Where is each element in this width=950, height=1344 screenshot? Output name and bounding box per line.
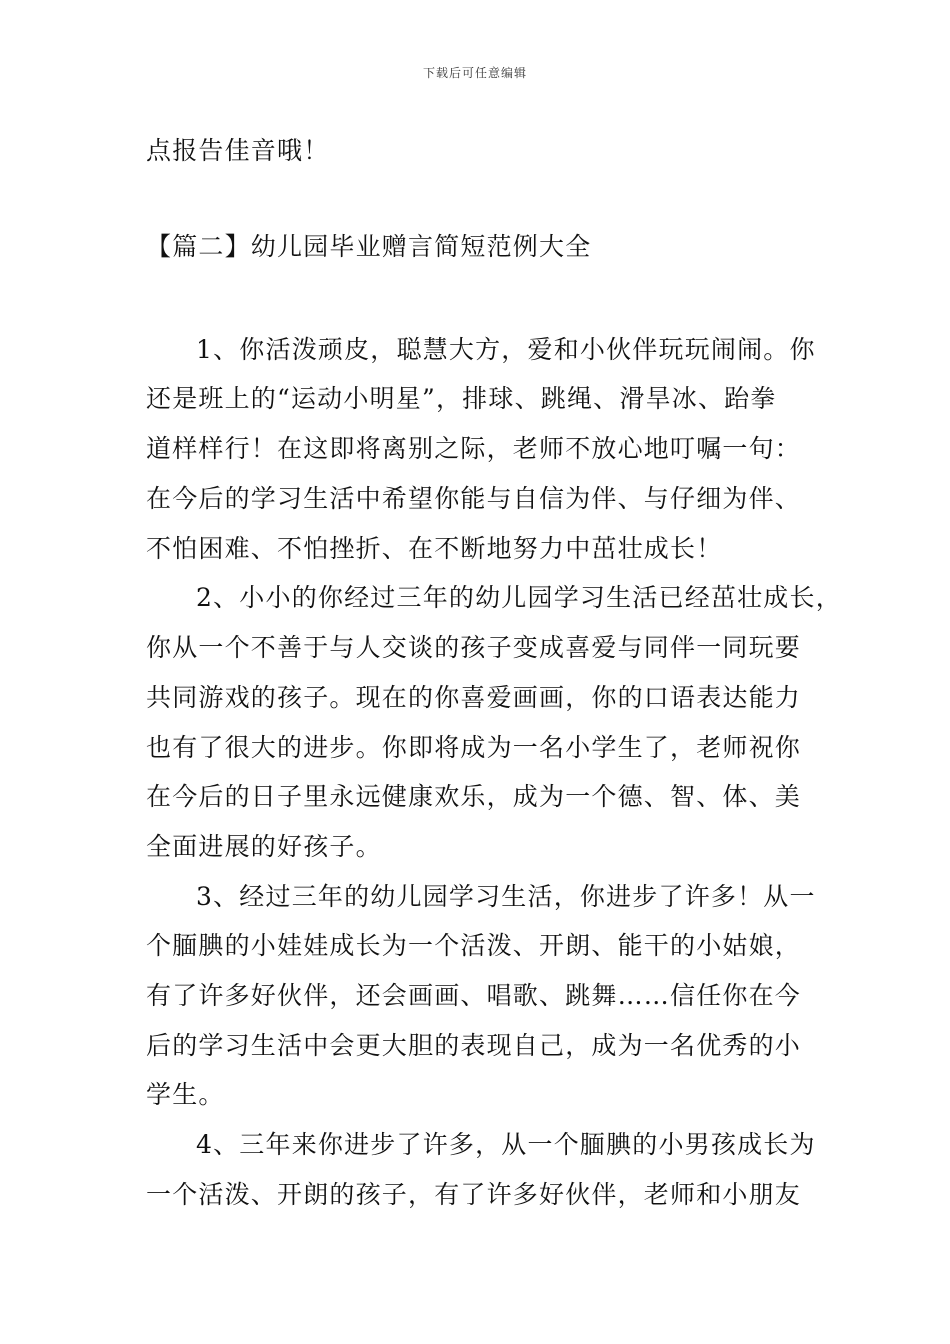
section-title: 【篇二】幼儿园毕业赠言简短范例大全 bbox=[146, 232, 592, 261]
text-line: 也有了很大的进步。你即将成为一名小学生了，老师祝你 bbox=[146, 733, 802, 762]
text-line: 在今后的学习生活中希望你能与自信为伴、与仔细为伴、 bbox=[146, 484, 802, 513]
text-line: 在今后的日子里永远健康欢乐，成为一个德、智、体、美 bbox=[146, 782, 802, 811]
page-header: 下载后可任意编辑 bbox=[422, 66, 527, 80]
text-line: 3、经过三年的幼儿园学习生活，你进步了许多！从一 bbox=[196, 882, 816, 911]
text-line: 4、三年来你进步了许多，从一个腼腆的小男孩成长为 bbox=[196, 1130, 816, 1159]
text-line: 还是班上的“运动小明星”，排球、跳绳、滑旱冰、跆拳 bbox=[146, 384, 777, 413]
text-line: 全面进展的好孩子。 bbox=[146, 832, 382, 861]
text-line: 一个活泼、开朗的孩子，有了许多好伙伴，老师和小朋友 bbox=[146, 1180, 802, 1209]
text-line: 后的学习生活中会更大胆的表现自己，成为一名优秀的小 bbox=[146, 1031, 802, 1060]
text-line: 道样样行！在这即将离别之际，老师不放心地叮嘱一句： bbox=[146, 434, 802, 463]
text-line: 有了许多好伙伴，还会画画、唱歌、跳舞……信任你在今 bbox=[146, 981, 802, 1010]
text-line: 1、你活泼顽皮，聪慧大方，爱和小伙伴玩玩闹闹。你 bbox=[196, 335, 816, 364]
text-line: 你从一个不善于与人交谈的孩子变成喜爱与同伴一同玩要 bbox=[146, 633, 802, 662]
text-line: 个腼腆的小娃娃成长为一个活泼、开朗、能干的小姑娘， bbox=[146, 931, 802, 960]
text-line: 不怕困难、不怕挫折、在不断地努力中茁壮成长！ bbox=[146, 534, 723, 563]
text-line: 2、小小的你经过三年的幼儿园学习生活已经茁壮成长， bbox=[196, 583, 842, 612]
text-line: 点报告佳音哦！ bbox=[146, 136, 330, 165]
text-line: 共同游戏的孩子。现在的你喜爱画画，你的口语表达能力 bbox=[146, 683, 802, 712]
text-line: 学生。 bbox=[146, 1080, 225, 1109]
